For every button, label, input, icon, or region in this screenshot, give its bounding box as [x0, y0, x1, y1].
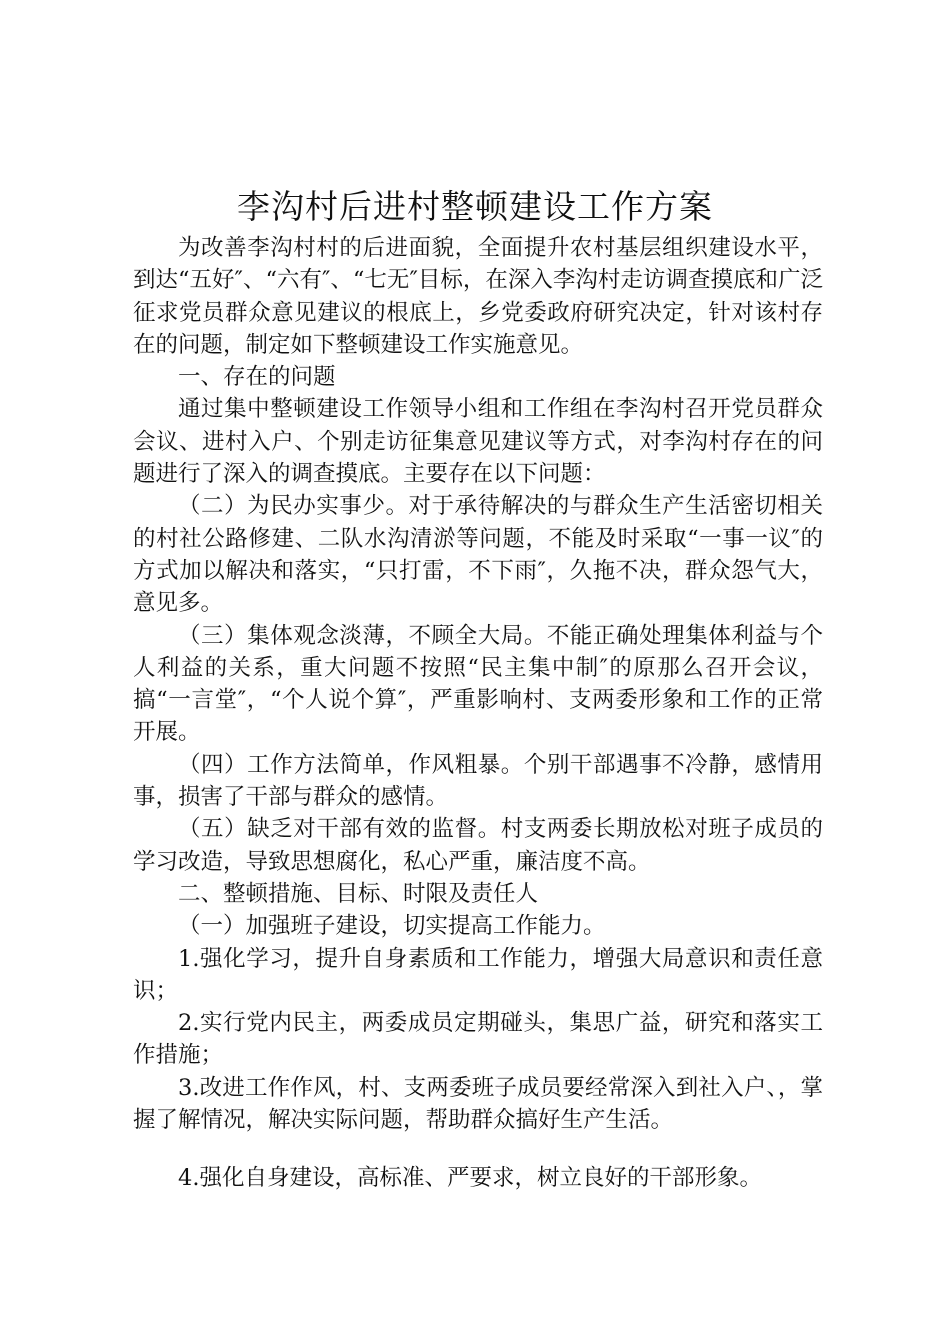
section-heading-measures: 二、整顿措施、目标、时限及责任人 [178, 880, 539, 907]
document-body [133, 232, 823, 1195]
problem-item-2: （二）为民办实事少。对于承待解决的与群众生产生活密切相关的村社公路修建、二队水沟清淤等问题，不能及时采取“一事一议″的方式加以解决和落实，“只打雷，不下雨″，久拖不决，群众怨气大，意见多。 [133, 493, 823, 617]
measure-heading-1: （一）加强班子建设，切实提高工作能力。 [178, 913, 606, 940]
problem-item-4: （四）工作方法简单，作风粗暴。个别干部遇事不冷静，感情用事，损害了干部与群众的感情。 [133, 751, 823, 811]
paragraph-intro: 为改善李沟村村的后进面貌，全面提升农村基层组织建设水平，到达“五好″、“六有″、“七无″目标，在深入李沟村走访调查摸底和广泛征求党员群众意见建议的根底上，乡党委政府研究决定，针对该村存在的问题，制定如下整顿建设工作实施意见。 [133, 235, 823, 358]
section-heading-problems: 一、存在的问题 [178, 364, 336, 391]
measure-item-1: 1.强化学习，提升自身素质和工作能力，增强大局意识和责任意识； [133, 945, 823, 1004]
measure-item-3: 3.改进工作作风，村、支两委班子成员要经常深入到社入户、，掌握了解情况，解决实际问题，帮助群众搞好生产生活。 [133, 1074, 823, 1134]
problem-item-3: （三）集体观念淡薄，不顾全大局。不能正确处理集体利益与个人利益的关系，重大问题不按照“民主集中制″的原那么召开会议，搞“一言堂″，“个人说个算″，严重影响村、支两委形象和工作的正常开展。 [133, 622, 823, 746]
paragraph-investigation: 通过集中整顿建设工作领导小组和工作组在李沟村召开党员群众会议、进村入户、个别走访征集意见建议等方式，对李沟村存在的问题进行了深入的调查摸底。主要存在以下问题： [133, 396, 823, 488]
measure-item-2: 2.实行党内民主，两委成员定期碰头，集思广益，研究和落实工作措施； [133, 1010, 823, 1069]
document-title: 李沟村后进村整顿建设工作方案 [237, 187, 713, 226]
problem-item-5: （五）缺乏对干部有效的监督。村支两委长期放松对班子成员的学习改造，导致思想腐化，私心严重，廉洁度不高。 [133, 816, 823, 875]
measure-item-4: 4.强化自身建设，高标准、严要求，树立良好的干部形象。 [178, 1165, 762, 1192]
